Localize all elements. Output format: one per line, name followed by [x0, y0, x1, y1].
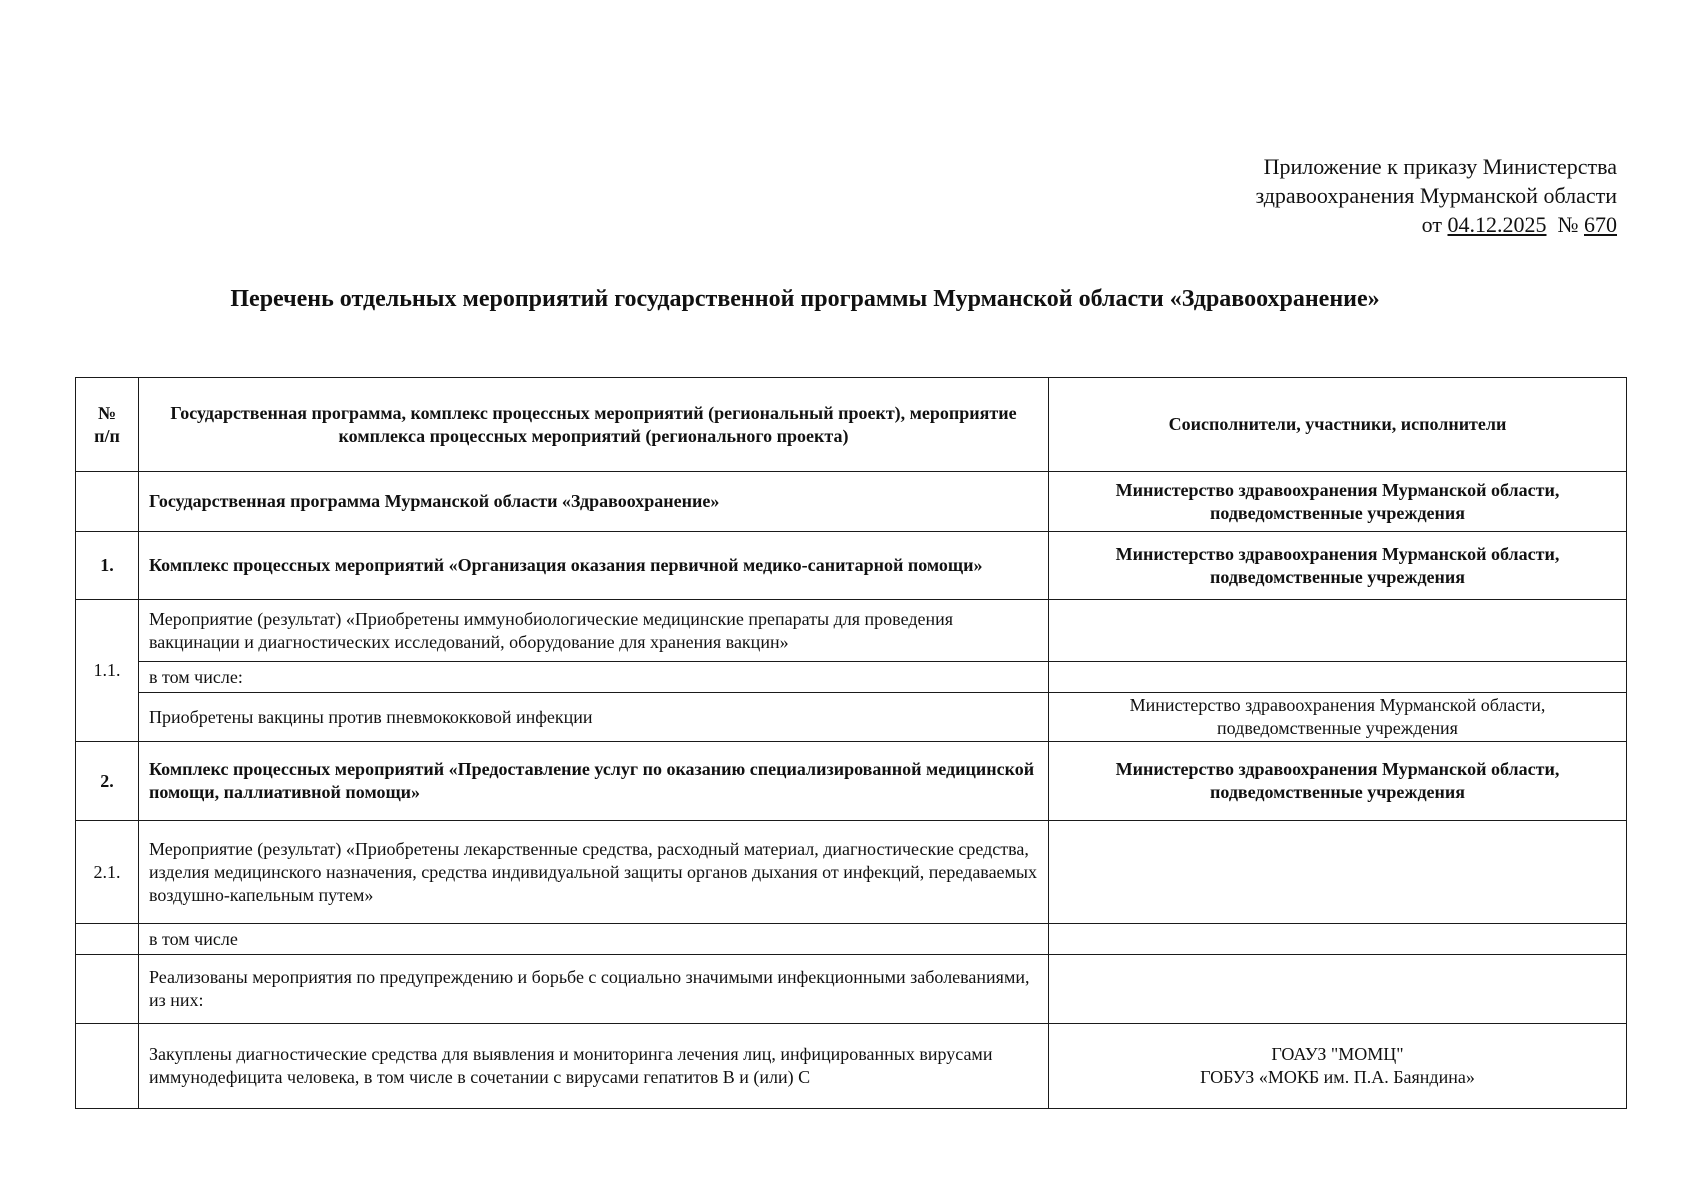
- header-num-line2: п/п: [94, 425, 120, 446]
- document-title: Перечень отдельных мероприятий государственной программы Мурманской области «Здравоохранение»: [230, 286, 1380, 312]
- executor-line-1: ГОАУЗ "МОМЦ": [1271, 1044, 1404, 1064]
- table-row: [76, 955, 1627, 1024]
- table-row: [76, 662, 1627, 693]
- row-num: [76, 472, 139, 532]
- row-text: Реализованы мероприятия по предупреждению и борьбе с социально значимыми инфекционными заболеваниями, из них:: [139, 955, 1049, 1024]
- table-row: [76, 821, 1627, 924]
- row-executors: [1049, 955, 1627, 1024]
- row-executors: Министерство здравоохранения Мурманской области, подведомственные учреждения: [1049, 532, 1627, 600]
- row-num: 2.1.: [76, 821, 139, 924]
- table-row: [76, 742, 1627, 821]
- table-row: [76, 1024, 1627, 1109]
- header-program: Государственная программа, комплекс процессных мероприятий (региональный проект), мероприятие комплекса процессных мероприятий (регионального проекта): [139, 378, 1049, 472]
- order-date: 04.12.2025: [1447, 212, 1547, 237]
- row-executors: [1049, 662, 1627, 693]
- row-text: Мероприятие (результат) «Приобретены лекарственные средства, расходный материал, диагностические средства, изделия медицинского назначения, средства индивидуальной защиты органов дыхания от инфекций, передаваемых воздушно-капельным путем»: [139, 821, 1049, 924]
- row-num: [76, 1024, 139, 1109]
- table-header-row: [76, 378, 1627, 472]
- table-row: [76, 472, 1627, 532]
- order-reference: [1255, 210, 1617, 239]
- row-text: Закуплены диагностические средства для выявления и мониторинга лечения лиц, инфицированных вирусами иммунодефицита человека, в том числе в сочетании с вирусами гепатитов В и (или) С: [139, 1024, 1049, 1109]
- order-from-prefix: от: [1421, 212, 1442, 237]
- row-text: Комплекс процессных мероприятий «Организация оказания первичной медико-санитарной помощи»: [139, 532, 1049, 600]
- row-executors: Министерство здравоохранения Мурманской области, подведомственные учреждения: [1049, 693, 1627, 742]
- order-number: 670: [1584, 212, 1617, 237]
- appendix-line-1: Приложение к приказу Министерства: [1263, 154, 1617, 179]
- appendix-line-2: здравоохранения Мурманской области: [1255, 183, 1617, 208]
- row-num: [76, 924, 139, 955]
- appendix-header: [1255, 152, 1617, 239]
- row-text: в том числе:: [139, 662, 1049, 693]
- row-executors: [1049, 600, 1627, 662]
- row-executors: Министерство здравоохранения Мурманской области, подведомственные учреждения: [1049, 742, 1627, 821]
- row-num: [76, 955, 139, 1024]
- row-text: Комплекс процессных мероприятий «Предоставление услуг по оказанию специализированной медицинской помощи, паллиативной помощи»: [139, 742, 1049, 821]
- header-executors: Соисполнители, участники, исполнители: [1049, 378, 1627, 472]
- table-row: [76, 924, 1627, 955]
- table-row: [76, 693, 1627, 742]
- table-row: [76, 532, 1627, 600]
- row-text: Приобретены вакцины против пневмококковой инфекции: [139, 693, 1049, 742]
- row-executors: [1049, 821, 1627, 924]
- row-executors: [1049, 1024, 1627, 1109]
- header-num: [76, 378, 139, 472]
- row-executors: Министерство здравоохранения Мурманской области, подведомственные учреждения: [1049, 472, 1627, 532]
- row-text: Мероприятие (результат) «Приобретены иммунобиологические медицинские препараты для проведения вакцинации и диагностических исследований, оборудование для хранения вакцин»: [139, 600, 1049, 662]
- row-executors: [1049, 924, 1627, 955]
- row-num: 2.: [76, 742, 139, 821]
- header-num-line1: №: [97, 402, 117, 423]
- row-text: Государственная программа Мурманской области «Здравоохранение»: [139, 472, 1049, 532]
- row-num: 1.1.: [76, 600, 139, 742]
- order-number-sign: №: [1557, 212, 1579, 237]
- executor-line-2: ГОБУЗ «МОКБ им. П.А. Баяндина»: [1200, 1067, 1475, 1087]
- measures-table: [75, 377, 1627, 1109]
- row-text: в том числе: [139, 924, 1049, 955]
- row-num: 1.: [76, 532, 139, 600]
- table-row: [76, 600, 1627, 662]
